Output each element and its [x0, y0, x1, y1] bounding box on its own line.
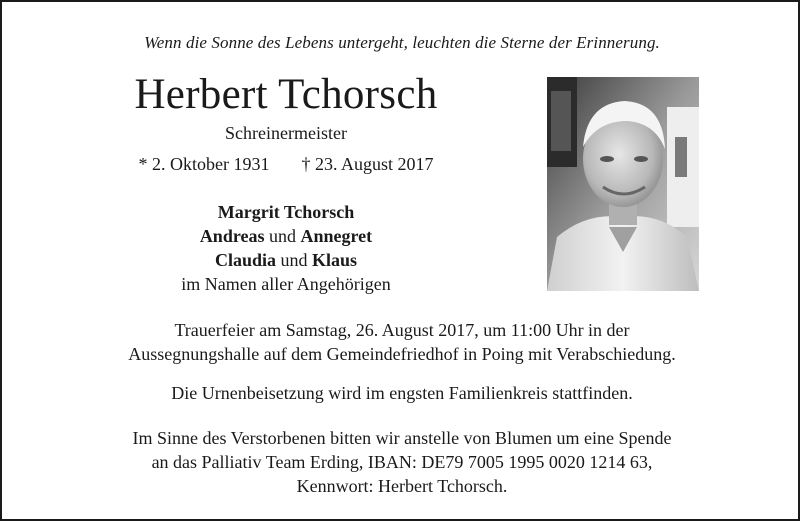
mourner-line	[82, 200, 490, 224]
mourner-line	[82, 224, 490, 248]
life-dates	[82, 153, 490, 175]
burial-info: Die Urnenbeisetzung wird im engsten Familienkreis stattfinden.	[171, 383, 633, 403]
motto-quote: Wenn die Sonne des Lebens untergeht, leuchten die Sterne der Erinnerung.	[144, 33, 660, 52]
donation-line: Im Sinne des Verstorbenen bitten wir anstelle von Blumen um eine Spende	[132, 428, 672, 448]
conjunction: und	[269, 226, 296, 246]
portrait-photo	[547, 77, 699, 291]
deceased-name: Herbert Tchorsch	[134, 71, 438, 118]
mourner-name: Margrit Tchorsch	[217, 202, 355, 222]
death-date: † 23. August 2017	[301, 154, 434, 174]
mourner-line	[82, 248, 490, 272]
mourner-name: Andreas	[199, 226, 265, 246]
mourners-block	[82, 200, 490, 296]
ceremony-line: Trauerfeier am Samstag, 26. August 2017, um 11:00 Uhr in der	[174, 320, 630, 340]
ceremony-info	[2, 318, 800, 366]
conjunction: und	[280, 250, 308, 270]
birth-date: * 2. Oktober 1931	[138, 154, 270, 174]
ceremony-line: Aussegnungshalle auf dem Gemeindefriedhof in Poing mit Verabschiedung.	[128, 344, 676, 364]
deceased-profession: Schreinermeister	[225, 123, 347, 143]
donation-line: an das Palliativ Team Erding, IBAN: DE79 7005 1995 0020 1214 63,	[151, 452, 653, 472]
mourners-closing: im Namen aller Angehörigen	[181, 274, 391, 294]
mourner-name: Claudia	[214, 250, 276, 270]
donation-info	[2, 426, 800, 498]
mourner-name: Klaus	[312, 250, 358, 270]
mourner-name: Annegret	[300, 226, 373, 246]
donation-line: Kennwort: Herbert Tchorsch.	[296, 476, 508, 496]
